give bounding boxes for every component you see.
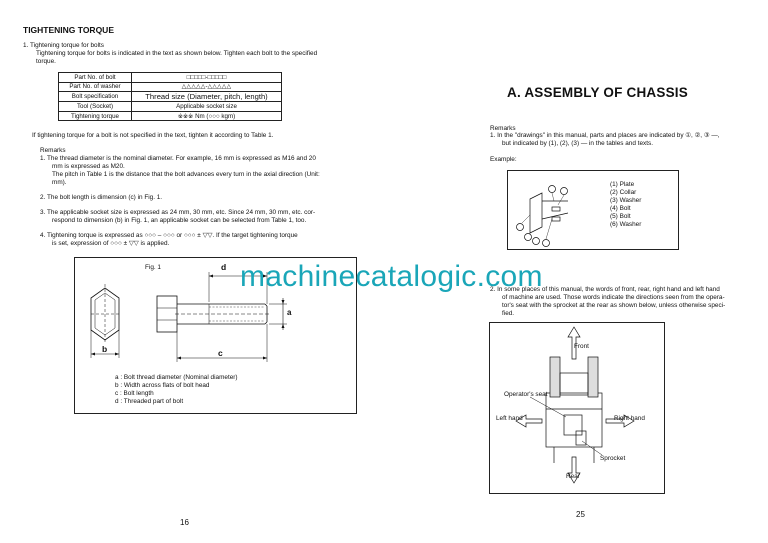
table-row xyxy=(59,111,282,121)
operator-seat-outline xyxy=(564,415,582,435)
remark-2-line-2-right: of machine are used. Those words indicate the directions seen from the opera- xyxy=(502,294,725,301)
front-label: Front xyxy=(574,343,589,350)
part-4: (4) Bolt xyxy=(610,205,631,212)
dimension-b-label: b xyxy=(102,344,108,354)
bolt-head-side xyxy=(157,296,177,332)
left-hand-label: Left hand xyxy=(496,415,523,422)
torque-spec-table xyxy=(58,72,282,121)
table-cell-label: Part No. of bolt xyxy=(59,73,132,83)
table-cell-value: □□□□□-□□□□□ xyxy=(132,73,282,83)
left-page-title: TIGHTENING TORQUE xyxy=(23,25,114,35)
dimension-d-label: d xyxy=(221,262,227,272)
right-hand-label: Right hand xyxy=(614,415,645,422)
table-row xyxy=(59,82,282,92)
table-cell-value: Thread size (Diameter, pitch, length) xyxy=(132,92,282,102)
table-cell-label: Tool (Socket) xyxy=(59,102,132,112)
rear-label: Rear xyxy=(566,473,580,480)
remark-4-line-1: 4. Tightening torque is expressed as ○○○ – ○○○ or ○○○ ± ▽▽. If the target tightening torque xyxy=(40,232,298,239)
part-1: (1) Plate xyxy=(610,181,635,188)
example-figure-box xyxy=(507,170,679,250)
part-3: (3) Washer xyxy=(610,197,642,204)
legend-a: a : Bolt thread diameter (Nominal diameter) xyxy=(115,374,238,381)
table-cell-label: Tightening torque xyxy=(59,111,132,121)
not-specified-note: If tightening torque for a bolt is not specified in the text, tighten it according to Table 1. xyxy=(32,132,274,139)
table-cell-label: Part No. of washer xyxy=(59,82,132,92)
remark-1-line-1-right: 1. In the "drawings" in this manual, parts and places are indicated by ①, ②, ③ —, xyxy=(490,132,720,139)
remark-1-line-2-right: but indicated by (1), (2), (3) — in the tables and texts. xyxy=(502,140,653,147)
item1-heading: 1. Tightening torque for bolts xyxy=(23,42,104,49)
table-row xyxy=(59,102,282,112)
sprocket-label: Sprocket xyxy=(600,455,626,462)
part-2: (2) Collar xyxy=(610,189,637,196)
part-5: (5) Bolt xyxy=(610,213,631,220)
item1-line-2: torque. xyxy=(36,58,56,65)
legend-b: b : Width across flats of bolt head xyxy=(115,382,210,389)
remark-1-line-4: mm). xyxy=(52,179,67,186)
dimension-c-label: c xyxy=(218,348,223,358)
remark-1-line-1: 1. The thread diameter is the nominal diameter. For example, 16 mm is expressed as M16 and 20 xyxy=(40,155,316,162)
table-cell-value: ※※※ Nm (○○○ kgm) xyxy=(132,111,282,121)
part-6: (6) Washer xyxy=(610,221,642,228)
page-number-right: 25 xyxy=(576,510,585,519)
remark-1-line-3: The pitch in Table 1 is the distance that the bolt advances every turn in the axial direction (Unit: xyxy=(52,171,320,178)
remarks-heading-right: Remarks xyxy=(490,125,516,132)
remark-1-line-2: mm is expressed as M20. xyxy=(52,163,125,170)
table-row xyxy=(59,92,282,102)
remark-4-line-2: is set, expression of ○○○ ± ▽▽ is applied. xyxy=(52,240,170,247)
remark-2-line-4-right: fied. xyxy=(502,310,515,317)
operator-seat-label: Operator's seat xyxy=(504,391,548,398)
remark-2-line-3-right: tor's seat with the sprocket at the rear as shown below, unless otherwise speci- xyxy=(502,302,726,309)
table-cell-value: Applicable socket size xyxy=(132,102,282,112)
legend-d: d : Threaded part of bolt xyxy=(115,398,184,405)
remark-3-line-1: 3. The applicable socket size is expressed as 24 mm, 30 mm, etc. Since 24 mm, 30 mm, etc. cor- xyxy=(40,209,316,216)
remark-3-line-2: respond to dimension (b) in Fig. 1, an applicable socket can be selected from Table 1, too. xyxy=(52,217,307,224)
table-cell-value: △△△△△-△△△△△ xyxy=(132,82,282,92)
table-row xyxy=(59,73,282,83)
watermark-text: machinecatalogic.com xyxy=(240,260,543,293)
page-number-left: 16 xyxy=(180,518,189,527)
example-assembly-drawing xyxy=(508,171,680,251)
remark-2-line-1-right: 2. In some places of this manual, the words of front, rear, right hand and left hand xyxy=(490,286,720,293)
machine-body xyxy=(546,393,602,447)
example-label: Example: xyxy=(490,156,517,163)
right-page-title: A. ASSEMBLY OF CHASSIS xyxy=(507,85,688,100)
item1-line-1: Tightening torque for bolts is indicated in the text as shown below. Tighten each bolt to the specified xyxy=(36,50,318,57)
figure-1-label: Fig. 1 xyxy=(145,264,161,271)
dimension-a-label: a xyxy=(287,308,292,317)
remarks-heading: Remarks xyxy=(40,147,66,154)
table-cell-label: Bolt specification xyxy=(59,92,132,102)
direction-figure-box xyxy=(489,322,665,494)
plate-outline xyxy=(530,193,542,233)
legend-c: c : Bolt length xyxy=(115,390,154,397)
remark-2: 2. The bolt length is dimension (c) in Fig. 1. xyxy=(40,194,163,201)
